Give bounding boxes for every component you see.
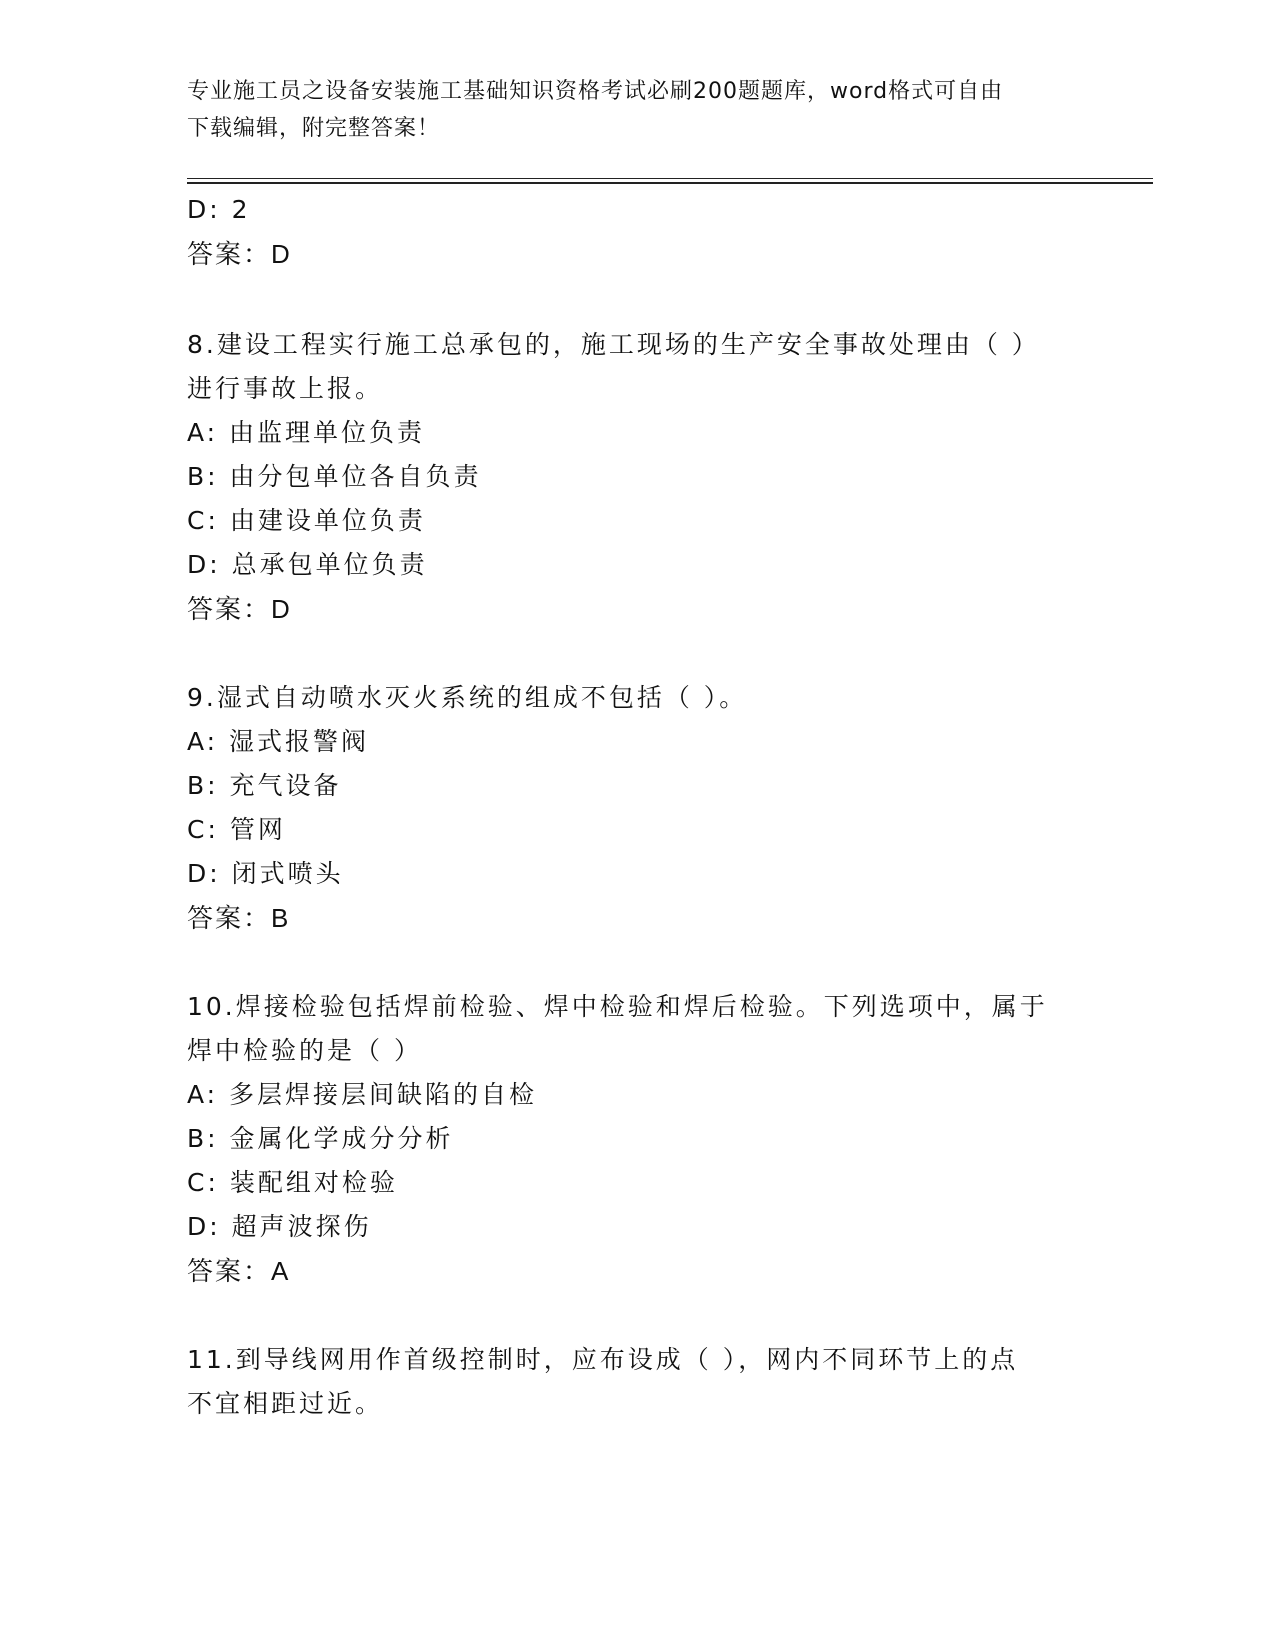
q8-stem-line-1: 8.建设工程实行施工总承包的，施工现场的生产安全事故处理由（ ）: [187, 330, 1040, 359]
q10-option-a: A: 多层焊接层间缺陷的自检: [187, 1080, 538, 1109]
q8-option-a: A: 由监理单位负责: [187, 418, 426, 447]
q10-stem-line-1: 10.焊接检验包括焊前检验、焊中检验和焊后检验。下列选项中，属于: [187, 992, 1048, 1021]
document-header: [187, 73, 1067, 147]
q9-option-c: C: 管网: [187, 815, 286, 844]
q9-stem-line-1: 9.湿式自动喷水灭火系统的组成不包括（ ）。: [187, 683, 748, 712]
q11-stem-line-1: 11.到导线网用作首级控制时，应布设成（ ），网内不同环节上的点: [187, 1345, 1019, 1374]
header-line-2: 下载编辑，附完整答案！: [187, 116, 441, 141]
q10-option-c: C: 装配组对检验: [187, 1168, 398, 1197]
q10-option-d: D: 超声波探伤: [187, 1212, 372, 1241]
prev-answer: 答案：D: [187, 239, 292, 269]
q8-option-b: B: 由分包单位各自负责: [187, 462, 482, 491]
q8-stem-line-2: 进行事故上报。: [187, 374, 384, 403]
q10-stem-line-2: 焊中检验的是（ ）: [187, 1036, 422, 1065]
q8-answer: 答案：D: [187, 594, 292, 624]
q9-option-a: A: 湿式报警阀: [187, 727, 370, 756]
q9-option-d: D: 闭式喷头: [187, 859, 344, 888]
header-line-1: 专业施工员之设备安装施工基础知识资格考试必刷200题题库，word格式可自由: [187, 79, 1004, 104]
q10-option-b: B: 金属化学成分分析: [187, 1124, 454, 1153]
q10-answer: 答案：A: [187, 1256, 291, 1286]
prev-option-d: D: 2: [187, 195, 251, 224]
q8-option-c: C: 由建设单位负责: [187, 506, 426, 535]
header-rule-thick: [187, 182, 1153, 184]
header-rule-thin: [187, 178, 1153, 179]
q8-option-d: D: 总承包单位负责: [187, 550, 428, 579]
q9-option-b: B: 充气设备: [187, 771, 342, 800]
q9-answer: 答案：B: [187, 903, 291, 933]
q11-stem-line-2: 不宜相距过近。: [187, 1389, 384, 1418]
